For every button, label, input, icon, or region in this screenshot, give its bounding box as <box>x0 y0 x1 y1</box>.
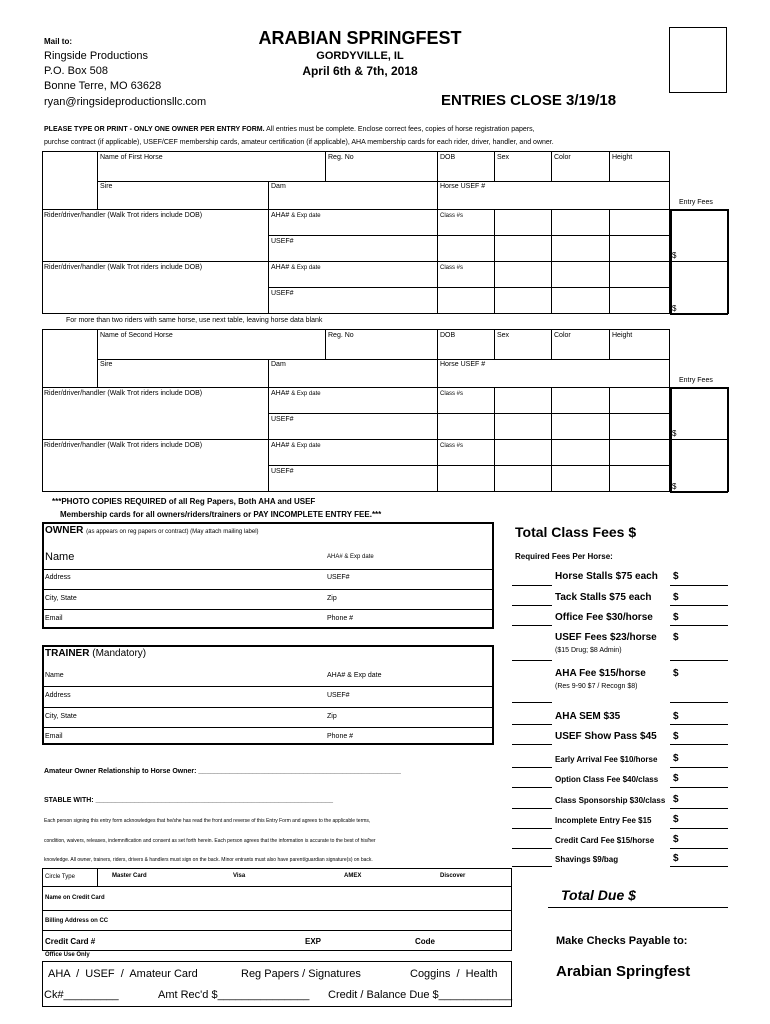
office-reg-papers: Reg Papers / Signatures <box>241 968 361 980</box>
event-location: GORDYVILLE, IL <box>316 50 404 62</box>
class-sponsorship-fee: Class Sponsorship $30/class <box>555 796 666 805</box>
horse1-color-label: Color <box>554 154 571 161</box>
total-class-fees: Total Class Fees $ <box>515 524 637 540</box>
usef-fee-dollar: $ <box>673 632 679 643</box>
horse1-rider1-class: Class #s <box>440 213 464 219</box>
office-use-label: Office Use Only <box>45 952 90 958</box>
office-checklist: AHA / USEF / Amateur Card <box>48 968 198 980</box>
horse2-rider1-fee-dollar: $ <box>672 429 677 438</box>
payee-name: Arabian Springfest <box>556 963 691 980</box>
horse1-rider2-aha: AHA# & Exp date <box>271 264 321 271</box>
event-title: ARABIAN SPRINGFEST <box>258 28 462 48</box>
owner-name-label: Name <box>45 551 75 563</box>
stable-with-line: STABLE WITH: _____________________________________________________________ <box>44 797 334 804</box>
org-name: Ringside Productions <box>44 50 148 62</box>
horse2-rider2-usef: USEF# <box>271 468 294 475</box>
shavings-fee: Shavings $9/bag <box>555 855 619 864</box>
horse-stalls-dollar: $ <box>673 571 679 582</box>
horse1-rider1-label: Rider/driver/handler (Walk Trot riders include DOB) <box>44 212 203 219</box>
horse1-dam-label: Dam <box>271 183 286 190</box>
legal-text-3: knowledge. All owner, trainers, riders, drivers & handlers must sign on the back. Minor entrants must also have parent/guardian signature(s) on back. <box>44 857 373 863</box>
horse1-sire-label: Sire <box>100 183 113 190</box>
shavings-dollar: $ <box>673 853 679 864</box>
horse1-usef-label: Horse USEF # <box>440 183 486 190</box>
card-number-label: Credit Card # <box>45 937 96 946</box>
credit-card-fee: Credit Card Fee $15/horse <box>555 836 655 845</box>
horse2-rider2-fee-dollar: $ <box>672 482 677 491</box>
trainer-zip-label: Zip <box>327 713 337 720</box>
option-class-dollar: $ <box>673 773 679 784</box>
photo-note-line2: Membership cards for all owners/riders/trainers or PAY INCOMPLETE ENTRY FEE.*** <box>60 510 382 519</box>
usef-fee: USEF Fees $23/horse <box>555 632 657 643</box>
horse2-rider1-aha: AHA# & Exp date <box>271 390 321 397</box>
aha-fee: AHA Fee $15/horse <box>555 668 646 679</box>
office-stamp-box <box>669 27 727 93</box>
horse2-reg-label: Reg. No <box>328 332 354 339</box>
horse2-sex-label: Sex <box>497 332 510 339</box>
incomplete-entry-fee: Incomplete Entry Fee $15 <box>555 816 652 825</box>
circle-type-label: Circle Type <box>45 874 75 880</box>
photo-note-line1: ***PHOTO COPIES REQUIRED of all Reg Papers, Both AHA and USEF <box>52 497 316 506</box>
horse2-rider2-aha: AHA# & Exp date <box>271 442 321 449</box>
owner-email-label: Email <box>45 615 63 622</box>
mail-to-label: Mail to: <box>44 37 72 46</box>
horse-stalls-fee: Horse Stalls $75 each <box>555 571 658 582</box>
office-fee-dollar: $ <box>673 612 679 623</box>
amateur-relationship-line: Amateur Owner Relationship to Horse Owner: ____________________________________________________ <box>44 768 401 775</box>
horse1-name-label: Name of First Horse <box>100 154 163 161</box>
horse2-rider1-label: Rider/driver/handler (Walk Trot riders include DOB) <box>44 390 203 397</box>
horse1-height-label: Height <box>612 154 633 161</box>
horse2-usef-label: Horse USEF # <box>440 361 486 368</box>
incomplete-entry-dollar: $ <box>673 814 679 825</box>
legal-text-2: condition, waivers, releases, indemnification and consent as set forth herein. Each person agrees that the information is accurate to the best of his/her <box>44 838 376 844</box>
horse2-rider1-usef: USEF# <box>271 416 294 423</box>
trainer-name-label: Name <box>45 672 64 679</box>
horse2-rider2-label: Rider/driver/handler (Walk Trot riders include DOB) <box>44 442 203 449</box>
trainer-usef-label: USEF# <box>327 692 350 699</box>
email-line: ryan@ringsideproductionsllc.com <box>44 96 207 108</box>
checks-payable-label: Make Checks Payable to: <box>556 935 688 947</box>
owner-address-label: Address <box>45 574 71 581</box>
horse1-sex-label: Sex <box>497 154 510 161</box>
early-arrival-fee: Early Arrival Fee $10/horse <box>555 755 658 764</box>
aha-fee-breakdown: (Res 9-90 $7 / Recogn $8) <box>555 683 638 690</box>
name-on-card-label: Name on Credit Card <box>45 895 105 901</box>
office-health: Coggins / Health <box>410 968 498 980</box>
credit-card-fee-dollar: $ <box>673 834 679 845</box>
horse1-reg-label: Reg. No <box>328 154 354 161</box>
event-dates: April 6th & 7th, 2018 <box>302 64 418 78</box>
tack-stalls-dollar: $ <box>673 592 679 603</box>
trainer-email-label: Email <box>45 733 63 740</box>
legal-text-1: Each person signing this entry form acknowledges that he/she has read the front and reverse of this Entry Form and agrees to the applicable terms, <box>44 818 371 824</box>
instructions-line1: PLEASE TYPE OR PRINT - ONLY ONE OWNER PER ENTRY FORM. All entries must be complete. Enclose correct fees, copies of horse registration papers, <box>44 126 535 133</box>
horse1-rider2-label: Rider/driver/handler (Walk Trot riders include DOB) <box>44 264 203 271</box>
class-sponsorship-dollar: $ <box>673 794 679 805</box>
usef-show-pass-dollar: $ <box>673 731 679 742</box>
horse1-dob-label: DOB <box>440 154 456 161</box>
office-fee: Office Fee $30/horse <box>555 612 653 623</box>
horse2-rider2-class: Class #s <box>440 443 464 449</box>
trainer-title: TRAINER (Mandatory) <box>45 648 147 659</box>
owner-usef-label: USEF# <box>327 574 350 581</box>
horse2-color-label: Color <box>554 332 571 339</box>
tack-stalls-fee: Tack Stalls $75 each <box>555 592 652 603</box>
owner-city-label: City, State <box>45 595 77 602</box>
horse1-rider2-usef: USEF# <box>271 290 294 297</box>
owner-phone-label: Phone # <box>327 615 354 622</box>
horse2-dam-label: Dam <box>271 361 286 368</box>
horse2-name-label: Name of Second Horse <box>100 332 173 339</box>
owner-title: OWNER (as appears on reg papers or contract) (May attach mailing label) <box>45 525 259 536</box>
office-amount-received: Amt Rec'd $_______________ <box>158 989 310 1001</box>
trainer-address-label: Address <box>45 692 71 699</box>
aha-sem-fee: AHA SEM $35 <box>555 711 621 722</box>
visa-option[interactable]: Visa <box>233 873 246 879</box>
office-check-number: Ck#_________ <box>44 989 119 1001</box>
trainer-phone-label: Phone # <box>327 733 354 740</box>
office-balance-due: Credit / Balance Due $____________ <box>328 989 513 1001</box>
discover-option[interactable]: Discover <box>440 873 466 879</box>
card-code-label: Code <box>415 937 435 946</box>
between-tables-note: For more than two riders with same horse, use next table, leaving horse data blank <box>66 317 323 324</box>
total-due: Total Due $ <box>561 887 636 903</box>
po-box: P.O. Box 508 <box>44 65 109 77</box>
amex-option[interactable]: AMEX <box>344 873 362 879</box>
owner-zip-label: Zip <box>327 595 337 602</box>
entries-close: ENTRIES CLOSE 3/19/18 <box>441 92 617 109</box>
usef-show-pass-fee: USEF Show Pass $45 <box>555 731 657 742</box>
horse1-rider1-usef: USEF# <box>271 238 294 245</box>
horse2-rider1-class: Class #s <box>440 391 464 397</box>
horse1-rider1-aha: AHA# & Exp date <box>271 212 321 219</box>
trainer-aha-label: AHA# & Exp date <box>327 672 382 679</box>
horse2-dob-label: DOB <box>440 332 456 339</box>
city-line: Bonne Terre, MO 63628 <box>44 80 162 92</box>
horse1-rider2-class: Class #s <box>440 265 464 271</box>
aha-sem-dollar: $ <box>673 711 679 722</box>
horse1-entry-fees-label: Entry Fees <box>679 199 713 206</box>
trainer-city-label: City, State <box>45 713 77 720</box>
horse2-sire-label: Sire <box>100 361 113 368</box>
owner-aha-label: AHA# & Exp date <box>327 554 374 560</box>
option-class-fee: Option Class Fee $40/class <box>555 775 659 784</box>
horse1-rider1-fee-dollar: $ <box>672 251 677 260</box>
instructions-line2: purchse contract (if applicable), USEF/CEF membership cards, amateur certification (if applicable), AHA membership cards for each rider, driver, handler, and owner. <box>44 139 554 146</box>
early-arrival-dollar: $ <box>673 753 679 764</box>
horse2-entry-fees-label: Entry Fees <box>679 377 713 384</box>
billing-address-label: Billing Address on CC <box>45 918 109 924</box>
card-exp-label: EXP <box>305 937 322 946</box>
horse1-rider2-fee-dollar: $ <box>672 304 677 313</box>
aha-fee-dollar: $ <box>673 668 679 679</box>
required-fees-label: Required Fees Per Horse: <box>515 552 613 561</box>
mastercard-option[interactable]: Master Card <box>112 873 147 879</box>
horse2-height-label: Height <box>612 332 633 339</box>
usef-fee-breakdown: ($15 Drug; $8 Admin) <box>555 647 622 654</box>
